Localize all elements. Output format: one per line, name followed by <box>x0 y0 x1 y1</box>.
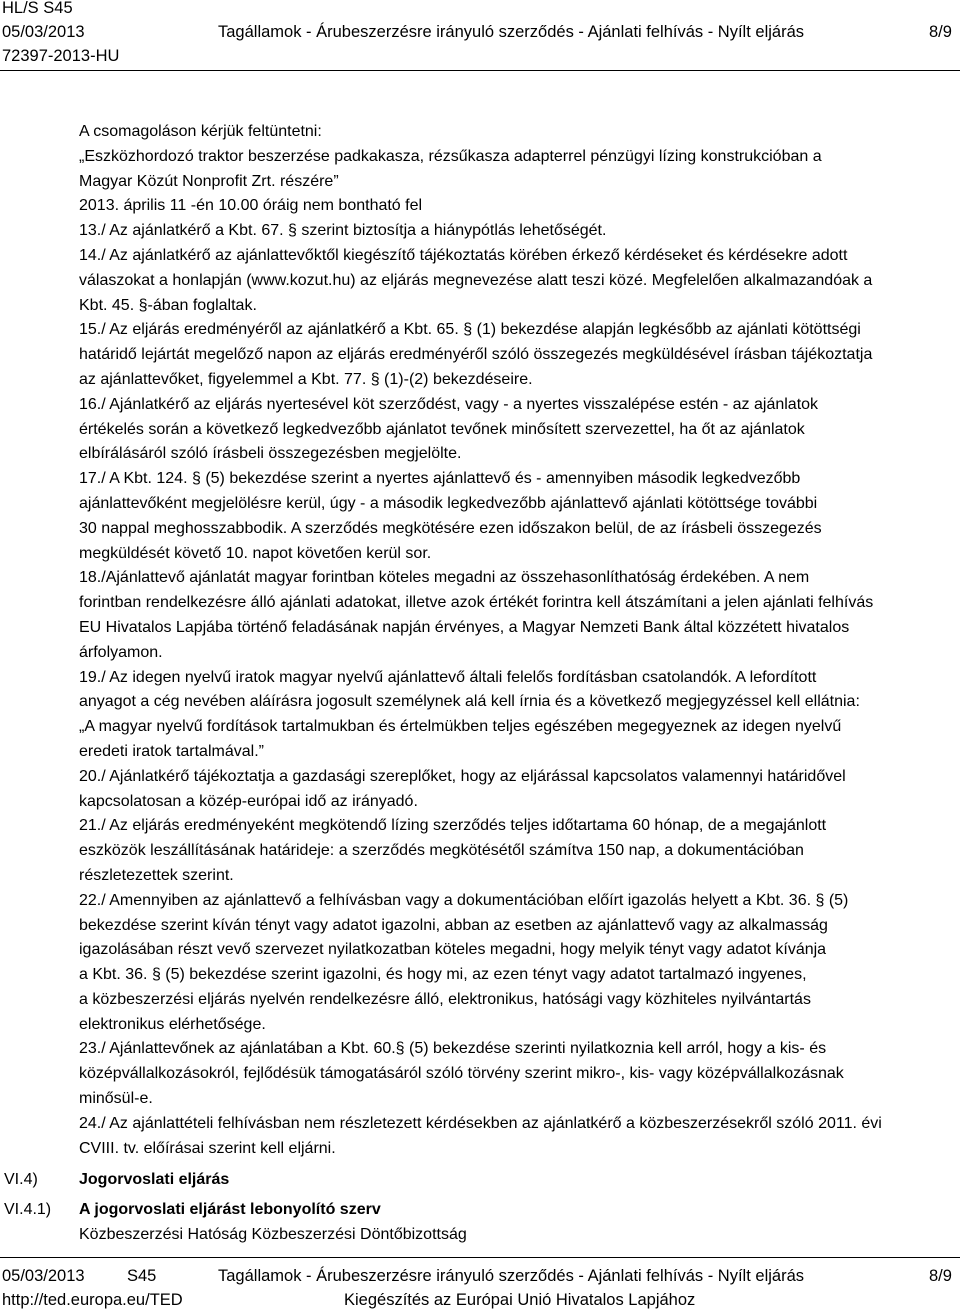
body-line: elektronikus elérhetősége. <box>79 1015 266 1033</box>
notice-id: 72397-2013-HU <box>2 47 120 65</box>
body-line: 16./ Ajánlatkérő az eljárás nyertesével köt szerződést, vagy - a nyertes visszalépése estén - az ajánlatok <box>79 395 819 413</box>
body-line: 15./ Az eljárás eredményéről az ajánlatkérő a Kbt. 65. § (1) bekezdése alapján legkésőbb az ajánlati kötöttségi <box>79 321 861 339</box>
body-line: A csomagoláson kérjük feltüntetni: <box>79 123 322 140</box>
body-line: Magyar Közút Nonprofit Zrt. részére” <box>79 172 339 190</box>
section-title-jogorvoslati <box>79 1168 957 1193</box>
body-line: 21./ Az eljárás eredményeként megkötendő lízing szerződés teljes időtartama 60 hónap, de a megajánlott <box>79 817 827 835</box>
header-date: 05/03/2013 <box>2 23 85 41</box>
body-line: Kbt. 45. §-ában foglaltak. <box>79 296 257 314</box>
footer-supplement: Kiegészítés az Európai Unió Hivatalos Lapjához <box>344 1291 696 1309</box>
body-line: részletezettek szerint. <box>79 866 234 884</box>
footer-date: 05/03/2013 <box>2 1267 85 1285</box>
body-line: kapcsolatosan a közép-európai idő az irányadó. <box>79 792 418 810</box>
body-line: 14./ Az ajánlatkérő az ajánlattevőktől kiegészítő tájékoztatás körében érkező kérdéseket és kérdésekre adott <box>79 246 848 264</box>
footer-series: S45 <box>127 1267 157 1285</box>
body-line: 13./ Az ajánlatkérő a Kbt. 67. § szerint biztosítja a hiánypótlás lehetőségét. <box>79 222 607 240</box>
body-line: ajánlattevőként megjelölésre kerül, úgy - a második legkedvezőbb ajánlattevő ajánlati kötöttsége további <box>79 494 818 512</box>
body-line: minősül-e. <box>79 1090 153 1108</box>
footer-page-number: 8/9 <box>929 1267 952 1285</box>
body-line: EU Hivatalos Lapjába történő feladásának napján érvényes, a Magyar Nemzeti Bank által közzétett hivatalos <box>79 618 850 636</box>
body-line: bekezdése szerint kíván tényt vagy adatot igazolni, abban az esetben az ajánlattevő vagy az alkalmasság <box>79 916 828 934</box>
body-line: eszközök leszállításának határideje: a szerződés megkötésétől számítva 150 nap, a dokumentációban <box>79 842 804 860</box>
header-page-number: 8/9 <box>929 23 952 41</box>
footer-title: Tagállamok - Árubeszerzésre irányuló szerződés - Ajánlati felhívás - Nyílt eljárás <box>218 1267 804 1285</box>
section-number-vi-4-1: VI.4.1) <box>4 1201 52 1218</box>
body-line: anyagot a cég nevében aláírásra jogosult személynek alá kell írnia és a következő megjegyzéssel kell ellátnia: <box>79 693 860 711</box>
section-body-vi-4-1 <box>79 1198 957 1248</box>
section-number-vi-4: VI.4) <box>4 1171 38 1188</box>
section-title-text: Jogorvoslati eljárás <box>79 1171 230 1188</box>
header-title: Tagállamok - Árubeszerzésre irányuló szerződés - Ajánlati felhívás - Nyílt eljárás <box>218 23 804 41</box>
body-line: értékelés során a következő legkedvezőbb ajánlatot tevőnek minősített szervezettel, ha őt az ajánlatok <box>79 420 805 438</box>
body-line: 17./ A Kbt. 124. § (5) bekezdése szerint a nyertes ajánlattevő és - amennyiben második legkedvezőbb <box>79 470 801 488</box>
header-rule <box>0 70 960 71</box>
body-text <box>79 120 957 1161</box>
body-line: 2013. április 11 -én 10.00 óráig nem bontható fel <box>79 197 423 215</box>
body-line: elbírálásáról szóló írásbeli összegezésben megjelölte. <box>79 445 462 463</box>
body-line: az ajánlattevőket, figyelemmel a Kbt. 77. § (1)-(2) bekezdéseire. <box>79 370 533 388</box>
body-line: CVIII. tv. előírásai szerint kell eljárni. <box>79 1139 336 1157</box>
body-line: igazolásában részt vevő szervezet nyilatkozatban köteles megadni, hogy melyik tényt vagy adatot kívánja <box>79 941 827 959</box>
body-line: árfolyamon. <box>79 643 163 661</box>
journal-reference: HL/S S45 <box>2 0 73 17</box>
body-line: megküldését követő 10. napot követően kerül sor. <box>79 544 432 562</box>
body-line: 23./ Ajánlattevőnek az ajánlatában a Kbt. 60.§ (5) bekezdése szerinti nyilatkoznia kell arról, hogy a kis- és <box>79 1040 827 1058</box>
body-line: „Eszközhordozó traktor beszerzése padkakasza, rézsűkasza adapterrel pénzügyi lízing konstrukcióban a <box>79 147 822 165</box>
body-line: a Kbt. 36. § (5) bekezdése szerint igazolni, és hogy mi, az ezen tényt vagy adatot tartalmazó ingyenes, <box>79 966 807 984</box>
body-line: határidő lejártát megelőző napon az eljárás eredményéről szóló összegezés megküldésével írásban tájékoztatja <box>79 346 873 364</box>
body-line: középvállalkozásokról, fejlődésük támogatásáról szóló törvény szerint mikro-, kis- vagy középvállalkozásnak <box>79 1065 844 1083</box>
body-line: 22./ Amennyiben az ajánlattevő a felhívásban vagy a dokumentációban előírt igazolás helyett a Kbt. 36. § (5) <box>79 891 849 909</box>
body-line: válaszokat a honlapján (www.kozut.hu) az eljárás megnevezése alatt teszi közé. Megfelelően alkalmazandóak a <box>79 271 873 289</box>
body-line: 20./ Ajánlatkérő tájékoztatja a gazdasági szereplőket, hogy az eljárással kapcsolatos valamennyi határidővel <box>79 767 846 785</box>
body-line: 19./ Az idegen nyelvű iratok magyar nyelvű ajánlattevő általi felelős fordításban csatolandók. A lefordított <box>79 668 817 686</box>
body-line: 24./ Az ajánlattételi felhívásban nem részletezett kérdésekben az ajánlatkérő a közbeszerzésekről szóló 2011. évi <box>79 1114 882 1132</box>
body-line: 18./Ajánlattevő ajánlatát magyar forintban köteles megadni az összehasonlíthatóság érdekében. A nem <box>79 569 810 587</box>
body-line: eredeti iratok tartalmával.” <box>79 742 264 760</box>
body-line: 30 nappal meghosszabbodik. A szerződés megkötésére ezen időszakon belül, de az írásbeli összegezés <box>79 519 822 537</box>
section-title-szerv: A jogorvoslati eljárást lebonyolító szerv <box>79 1201 381 1218</box>
body-line: forintban rendelkezésre álló ajánlati adatokat, illetve azok értékét forintra kell átszámítani a jelen ajánlati felhívás <box>79 594 874 612</box>
footer-rule <box>0 1257 960 1258</box>
body-line: „A magyar nyelvű fordítások tartalmukban és értelmükben teljes egészében megegyeznek az idegen nyelvű <box>79 718 842 736</box>
section-value-szerv: Közbeszerzési Hatóság Közbeszerzési Döntőbizottság <box>79 1225 467 1243</box>
footer-url[interactable]: http://ted.europa.eu/TED <box>2 1291 183 1309</box>
body-line: a közbeszerzési eljárás nyelvén rendelkezésre álló, elektronikus, hatósági vagy közhiteles nyilvántartás <box>79 990 811 1008</box>
